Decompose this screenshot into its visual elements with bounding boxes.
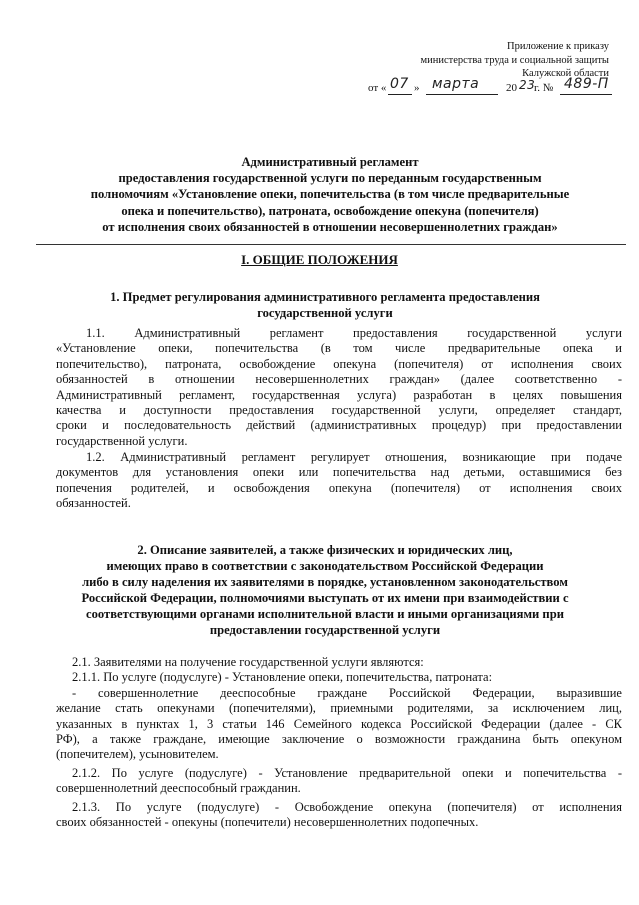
text-line: 2.1. Заявителями на получение государственной услуги являются:	[72, 655, 424, 669]
subsection-heading-2	[40, 542, 610, 638]
date-year-prefix: 20	[506, 82, 517, 94]
approval-block	[349, 40, 609, 81]
heading-line: имеющих право в соответствии с законодательством Российской Федерации	[106, 559, 544, 573]
heading-line: государственной услуги	[257, 306, 393, 320]
text-line: 1.2. Административный регламент регулирует отношения, возникающие при подаче	[86, 450, 622, 464]
heading-line: 1. Предмет регулирования административного регламента предоставления	[110, 290, 540, 304]
text-line: (попечителем), усыновителем.	[56, 747, 219, 762]
heading-line: либо в силу наделения их заявителями в порядке, установленном законодательством	[82, 575, 568, 589]
date-suffix: г. №	[534, 82, 554, 94]
text-line: 2.1.1. По услуге (подуслуге) - Установление опеки, попечительства, патроната:	[72, 670, 493, 685]
text-line: 2.1.2. По услуге (подуслуге) - Установление предварительной опеки и попечительства -	[72, 766, 622, 780]
date-mid: »	[414, 82, 420, 94]
approval-line-2: министерства труда и социальной защиты	[420, 54, 609, 66]
title-line: опека и попечительство), патроната, освобождение опекуна (попечителя)	[121, 203, 539, 218]
heading-line: соответствующими органами исполнительной власти и иными организациями при	[86, 607, 564, 621]
text-line: 1.1. Административный регламент предоставления государственной услуги	[86, 326, 622, 340]
text-line: государственной услуги.	[56, 433, 188, 448]
section-title: I. ОБЩИЕ ПОЛОЖЕНИЯ	[241, 252, 398, 267]
heading-line: Российской Федерации, полномочиями выступать от их имени при взаимодействии с	[81, 591, 569, 605]
subsection-heading-1	[40, 289, 610, 321]
text-line: «Установление опеки, попечительства (в том числе предварительные опека и	[56, 341, 622, 356]
order-number: 489-П	[564, 76, 609, 92]
list-item: - совершеннолетние дееспособные граждане Российской Федерации, выразившие	[72, 685, 622, 700]
title-line: Административный регламент	[241, 155, 419, 169]
text-line: Административный регламент, государственная услуга) разработан в целях повышения	[56, 387, 622, 402]
text-line: желание стать опекунами (попечителями), приемными родителями, за исключением лиц,	[56, 701, 622, 716]
date-day: 07	[390, 76, 409, 92]
paragraph-1-1	[56, 326, 622, 449]
paragraph-2-1-2	[56, 766, 622, 797]
approval-line-1: Приложение к приказу	[507, 41, 609, 52]
text-line: обязанностей.	[56, 496, 131, 511]
title-line: предоставления государственной услуги по переданным государственным	[118, 171, 542, 186]
date-day-underline	[388, 94, 412, 95]
text-line: обязанностей в отношении несовершеннолетних граждан» (далее соответственно -	[56, 372, 622, 387]
text-line: своих обязанностей - опекуны (попечители) несовершеннолетних подопечных.	[56, 815, 479, 830]
paragraph-1-2	[56, 450, 622, 512]
title-line: от исполнения своих обязанностей в отношении несовершеннолетних граждан»	[102, 219, 558, 234]
text-line: попечения родителей, и освобождения опекуна (попечителя) от исполнения своих	[56, 480, 622, 495]
approval-line-3: Калужской области	[522, 68, 609, 79]
date-month: марта	[432, 76, 480, 92]
heading-line: 2. Описание заявителей, а также физических и юридических лиц,	[137, 543, 513, 557]
paragraph-2-1-3	[56, 800, 622, 831]
text-line: совершеннолетний дееспособный гражданин.	[56, 781, 301, 796]
text-line: РФ), а также граждане, имеющие заключение о возможности гражданина быть опекуном	[56, 732, 622, 747]
date-year-suffix: 23	[519, 78, 536, 92]
horizontal-rule	[36, 244, 626, 245]
text-line: сроки и последовательность действий (административных процедур) при предоставлении	[56, 418, 622, 433]
text-line: указанных в пунктах 1, 3 статьи 146 Семейного кодекса Российской Федерации (далее - СК	[56, 716, 622, 731]
text-line: качества и доступности предоставления государственной услуги, определяет стандарт,	[56, 403, 622, 418]
heading-line: предоставлении государственной услуги	[209, 623, 441, 637]
date-month-underline	[426, 94, 498, 95]
text-line: документов для установления опеки или попечительства над детьми, оставшимися без	[56, 465, 622, 480]
document-title	[40, 154, 620, 235]
order-number-underline	[560, 94, 612, 95]
paragraph-2-1	[56, 655, 622, 763]
title-line: полномочиям «Установление опеки, попечительства (в том числе предварительные	[90, 187, 570, 202]
text-line: 2.1.3. По услуге (подуслуге) - Освобождение опекуна (попечителя) от исполнения	[72, 800, 622, 814]
order-date-line	[368, 78, 618, 100]
text-line: попечительство), патроната, освобождение опекуна (попечителя) от исполнения своих	[56, 356, 622, 371]
date-prefix: от «	[368, 82, 387, 94]
